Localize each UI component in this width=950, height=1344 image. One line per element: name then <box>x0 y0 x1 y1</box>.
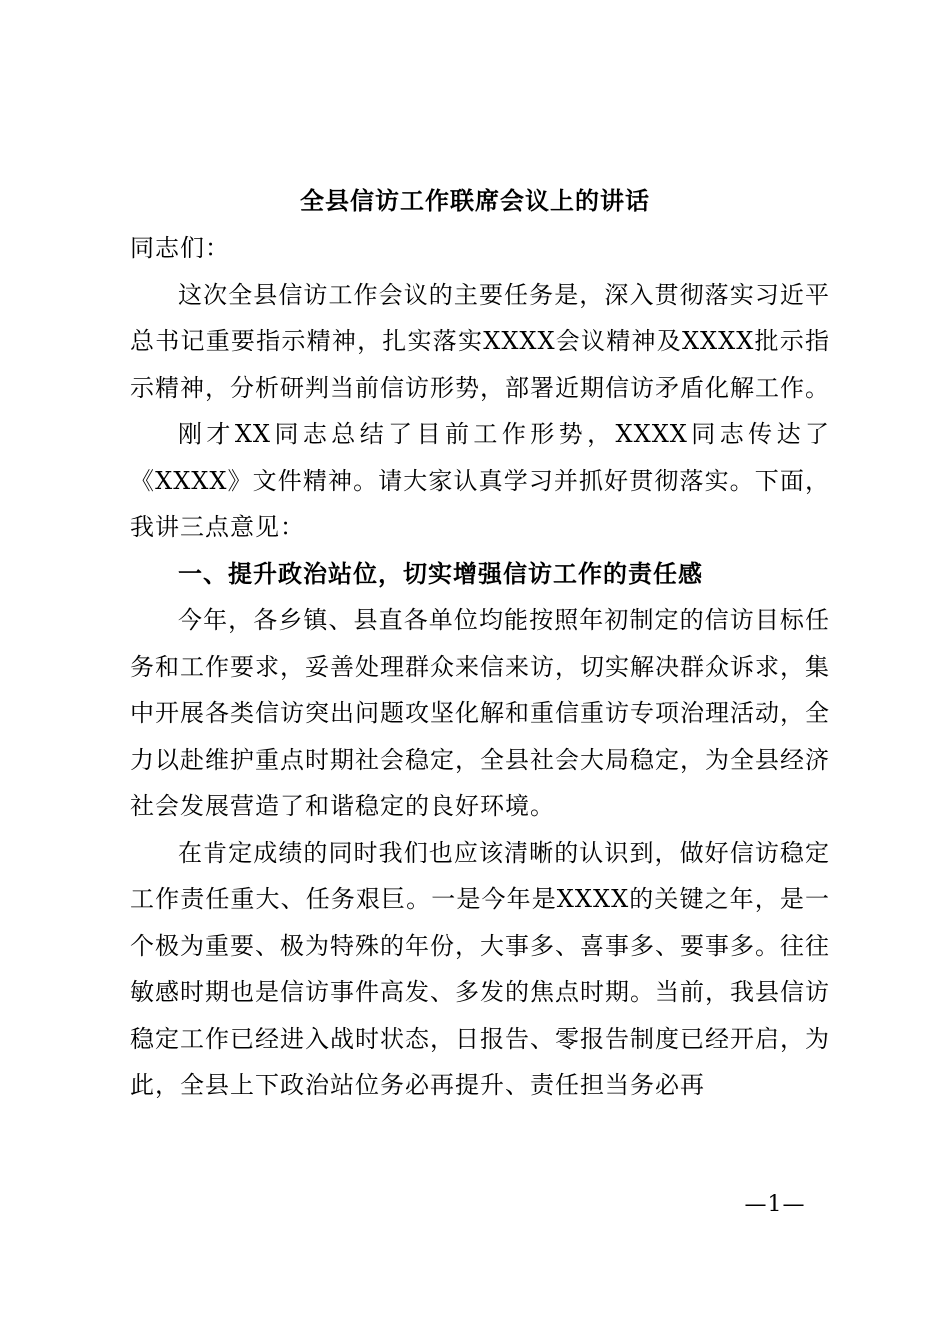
paragraph-intro: 这次全县信访工作会议的主要任务是，深入贯彻落实习近平总书记重要指示精神，扎实落实XXXX会议精神及XXXX批示指示精神，分析研判当前信访形势，部署近期信访矛盾化解工作。 <box>130 280 830 402</box>
section-heading: 一、提升政治站位，切实增强信访工作的责任感 <box>178 559 703 588</box>
document-title: 全县信访工作联席会议上的讲话 <box>300 186 650 215</box>
document-body <box>130 225 830 1109</box>
page-number: —1— <box>744 1192 806 1217</box>
paragraph-achievements: 今年，各乡镇、县直各单位均能按照年初制定的信访目标任务和工作要求，妥善处理群众来信来访，切实解决群众诉求，集中开展各类信访突出问题攻坚化解和重信重访专项治理活动，全力以赴维护重点时期社会稳定，全县社会大局稳定，为全县经济社会发展营造了和谐稳定的良好环境。 <box>130 606 830 820</box>
salutation: 同志们： <box>130 234 230 262</box>
paragraph-context: 刚才XX同志总结了目前工作形势，XXXX同志传达了《XXXX》文件精神。请大家认真学习并抓好贯彻落实。下面，我讲三点意见： <box>130 420 830 541</box>
paragraph-challenges: 在肯定成绩的同时我们也应该清晰的认识到，做好信访稳定工作责任重大、任务艰巨。一是今年是XXXX的关键之年，是一个极为重要、极为特殊的年份，大事多、喜事多、要事多。往往敏感时期也是信访事件高发、多发的焦点时期。当前，我县信访稳定工作已经进入战时状态，日报告、零报告制度已经开启，为此，全县上下政治站位务必再提升、责任担当务必再 <box>130 838 830 1099</box>
